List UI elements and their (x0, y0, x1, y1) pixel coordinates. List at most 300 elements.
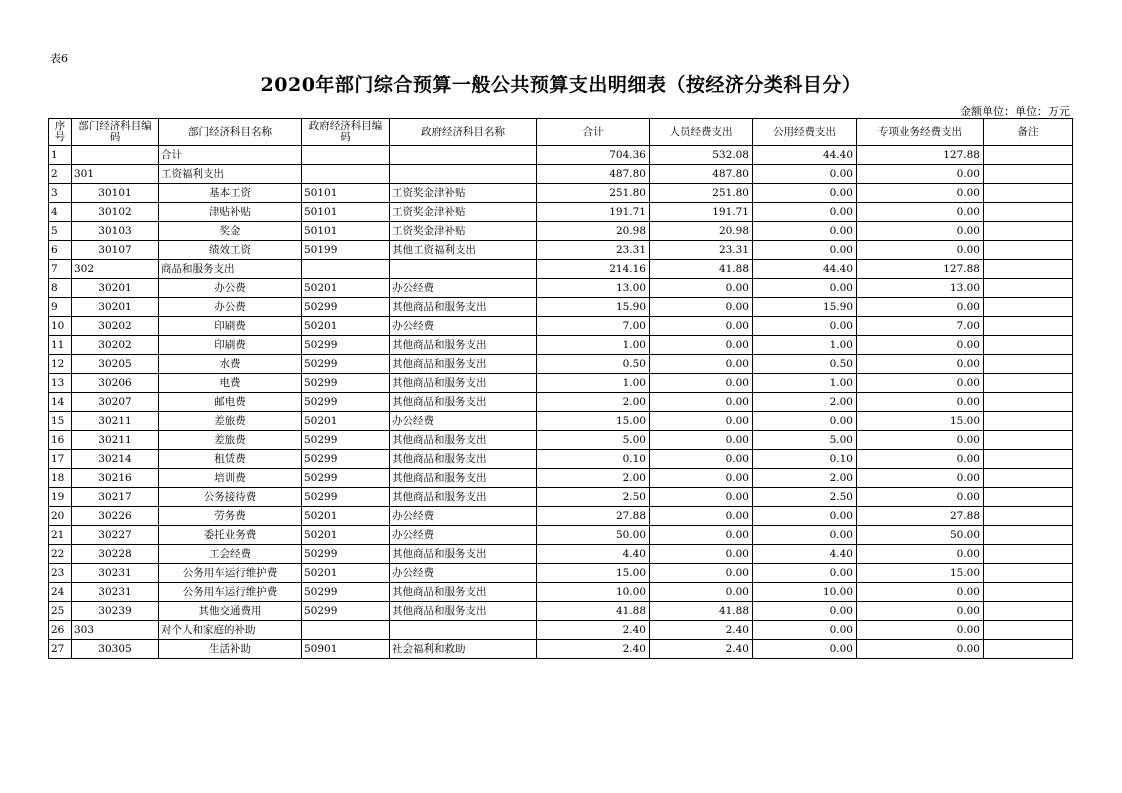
cell-personnel: 2.40 (650, 640, 753, 659)
cell-note (984, 431, 1073, 450)
cell-dept-name: 其他交通费用 (159, 602, 302, 621)
cell-idx: 14 (49, 393, 72, 412)
cell-dept-code: 30217 (72, 488, 159, 507)
cell-gov-code: 50201 (302, 507, 390, 526)
page-title: 2020年部门综合预算一般公共预算支出明细表（按经济分类科目分） (260, 74, 862, 96)
cell-note (984, 355, 1073, 374)
cell-note (984, 184, 1073, 203)
cell-note (984, 336, 1073, 355)
cell-personnel: 0.00 (650, 583, 753, 602)
table-row (49, 450, 1073, 469)
cell-dept-code: 30201 (72, 298, 159, 317)
cell-total: 7.00 (537, 317, 650, 336)
cell-idx: 5 (49, 222, 72, 241)
cell-dept-name: 差旅费 (159, 431, 302, 450)
cell-dept-name: 公务用车运行维护费 (159, 564, 302, 583)
cell-total: 20.98 (537, 222, 650, 241)
cell-note (984, 640, 1073, 659)
cell-special: 15.00 (857, 412, 984, 431)
cell-idx: 2 (49, 165, 72, 184)
cell-dept-name: 劳务费 (159, 507, 302, 526)
cell-gov-name: 其他商品和服务支出 (390, 298, 537, 317)
cell-dept-name: 水费 (159, 355, 302, 374)
cell-dept-name: 办公费 (159, 279, 302, 298)
cell-gov-name: 办公经费 (390, 412, 537, 431)
cell-public: 1.00 (753, 336, 857, 355)
cell-note (984, 279, 1073, 298)
cell-total: 15.00 (537, 564, 650, 583)
cell-special: 0.00 (857, 621, 984, 640)
cell-public: 0.00 (753, 279, 857, 298)
table-row (49, 241, 1073, 260)
cell-public: 10.00 (753, 583, 857, 602)
cell-gov-name: 其他商品和服务支出 (390, 450, 537, 469)
cell-dept-code: 30231 (72, 583, 159, 602)
cell-idx: 10 (49, 317, 72, 336)
cell-total: 15.90 (537, 298, 650, 317)
header-special: 专项业务经费支出 (857, 119, 984, 146)
cell-gov-name: 其他商品和服务支出 (390, 431, 537, 450)
cell-personnel: 0.00 (650, 507, 753, 526)
cell-dept-name: 津贴补贴 (159, 203, 302, 222)
cell-public: 0.00 (753, 526, 857, 545)
cell-gov-name (390, 260, 537, 279)
cell-public: 0.00 (753, 412, 857, 431)
cell-public: 44.40 (753, 260, 857, 279)
header-dept-code: 部门经济科目编码 (72, 119, 159, 146)
cell-dept-code: 30211 (72, 412, 159, 431)
cell-gov-code: 50101 (302, 203, 390, 222)
cell-dept-code: 30103 (72, 222, 159, 241)
cell-special: 127.88 (857, 260, 984, 279)
cell-public: 0.00 (753, 222, 857, 241)
cell-idx: 4 (49, 203, 72, 222)
cell-total: 41.88 (537, 602, 650, 621)
header-public: 公用经费支出 (753, 119, 857, 146)
table-row (49, 583, 1073, 602)
header-personnel: 人员经费支出 (650, 119, 753, 146)
cell-note (984, 298, 1073, 317)
cell-gov-code: 50299 (302, 431, 390, 450)
cell-note (984, 564, 1073, 583)
cell-gov-name: 其他商品和服务支出 (390, 393, 537, 412)
cell-personnel: 0.00 (650, 355, 753, 374)
cell-dept-name: 公务接待费 (159, 488, 302, 507)
cell-public: 0.00 (753, 203, 857, 222)
cell-gov-name (390, 146, 537, 165)
cell-dept-code: 30211 (72, 431, 159, 450)
cell-note (984, 526, 1073, 545)
cell-personnel: 23.31 (650, 241, 753, 260)
cell-total: 10.00 (537, 583, 650, 602)
cell-gov-name: 其他工资福利支出 (390, 241, 537, 260)
cell-note (984, 146, 1073, 165)
cell-gov-name: 其他商品和服务支出 (390, 469, 537, 488)
table-row (49, 374, 1073, 393)
table-row (49, 469, 1073, 488)
cell-special: 27.88 (857, 507, 984, 526)
cell-total: 487.80 (537, 165, 650, 184)
cell-gov-code: 50201 (302, 526, 390, 545)
cell-total: 2.40 (537, 640, 650, 659)
cell-total: 5.00 (537, 431, 650, 450)
cell-gov-name: 工资奖金津补贴 (390, 222, 537, 241)
cell-gov-name: 其他商品和服务支出 (390, 336, 537, 355)
cell-idx: 25 (49, 602, 72, 621)
cell-dept-code: 30305 (72, 640, 159, 659)
table-row (49, 621, 1073, 640)
cell-dept-code: 30101 (72, 184, 159, 203)
cell-special: 0.00 (857, 165, 984, 184)
cell-note (984, 450, 1073, 469)
cell-gov-code: 50299 (302, 545, 390, 564)
cell-gov-code: 50201 (302, 412, 390, 431)
table-row (49, 545, 1073, 564)
budget-table (48, 118, 1073, 659)
cell-note (984, 222, 1073, 241)
cell-special: 0.00 (857, 393, 984, 412)
table-row (49, 298, 1073, 317)
cell-dept-name: 差旅费 (159, 412, 302, 431)
cell-special: 13.00 (857, 279, 984, 298)
cell-gov-name: 其他商品和服务支出 (390, 355, 537, 374)
cell-gov-code: 50299 (302, 450, 390, 469)
table-row (49, 222, 1073, 241)
unit-label: 金额单位：单位：万元 (960, 105, 1070, 118)
cell-dept-code: 30207 (72, 393, 159, 412)
cell-dept-code: 30201 (72, 279, 159, 298)
cell-personnel: 0.00 (650, 412, 753, 431)
cell-dept-code: 30206 (72, 374, 159, 393)
cell-special: 0.00 (857, 602, 984, 621)
table-row (49, 640, 1073, 659)
cell-dept-name: 公务用车运行维护费 (159, 583, 302, 602)
header-total: 合计 (537, 119, 650, 146)
cell-dept-name: 电费 (159, 374, 302, 393)
table-row (49, 260, 1073, 279)
cell-special: 127.88 (857, 146, 984, 165)
cell-idx: 22 (49, 545, 72, 564)
cell-note (984, 545, 1073, 564)
cell-special: 50.00 (857, 526, 984, 545)
cell-special: 0.00 (857, 583, 984, 602)
cell-total: 704.36 (537, 146, 650, 165)
cell-gov-name: 办公经费 (390, 279, 537, 298)
cell-idx: 20 (49, 507, 72, 526)
cell-personnel: 191.71 (650, 203, 753, 222)
cell-special: 0.00 (857, 488, 984, 507)
cell-gov-name: 其他商品和服务支出 (390, 602, 537, 621)
table-row (49, 564, 1073, 583)
cell-idx: 8 (49, 279, 72, 298)
cell-idx: 27 (49, 640, 72, 659)
cell-gov-code (302, 260, 390, 279)
cell-personnel: 0.00 (650, 374, 753, 393)
cell-personnel: 532.08 (650, 146, 753, 165)
cell-personnel: 0.00 (650, 450, 753, 469)
cell-dept-name: 办公费 (159, 298, 302, 317)
cell-public: 15.90 (753, 298, 857, 317)
cell-special: 0.00 (857, 203, 984, 222)
cell-gov-code: 50201 (302, 279, 390, 298)
cell-idx: 26 (49, 621, 72, 640)
cell-note (984, 374, 1073, 393)
cell-personnel: 251.80 (650, 184, 753, 203)
cell-personnel: 0.00 (650, 431, 753, 450)
cell-public: 0.10 (753, 450, 857, 469)
cell-gov-code: 50299 (302, 602, 390, 621)
cell-gov-name (390, 621, 537, 640)
table-row (49, 393, 1073, 412)
cell-note (984, 241, 1073, 260)
cell-personnel: 0.00 (650, 564, 753, 583)
cell-total: 214.16 (537, 260, 650, 279)
cell-idx: 21 (49, 526, 72, 545)
table-row (49, 165, 1073, 184)
cell-note (984, 260, 1073, 279)
cell-public: 0.00 (753, 507, 857, 526)
table-row (49, 412, 1073, 431)
cell-note (984, 165, 1073, 184)
cell-dept-name: 印刷费 (159, 336, 302, 355)
cell-gov-code: 50201 (302, 564, 390, 583)
cell-gov-code: 50299 (302, 355, 390, 374)
table-row (49, 526, 1073, 545)
cell-dept-code: 30102 (72, 203, 159, 222)
cell-special: 0.00 (857, 374, 984, 393)
header-dept-name: 部门经济科目名称 (159, 119, 302, 146)
cell-gov-code: 50299 (302, 336, 390, 355)
cell-public: 2.00 (753, 393, 857, 412)
cell-dept-code: 30205 (72, 355, 159, 374)
cell-gov-code: 50299 (302, 374, 390, 393)
cell-idx: 15 (49, 412, 72, 431)
cell-special: 0.00 (857, 336, 984, 355)
cell-gov-code: 50299 (302, 488, 390, 507)
cell-gov-name: 社会福利和救助 (390, 640, 537, 659)
cell-total: 2.50 (537, 488, 650, 507)
cell-gov-name (390, 165, 537, 184)
table-tag: 表6 (50, 52, 68, 65)
cell-dept-name: 邮电费 (159, 393, 302, 412)
cell-gov-code: 50901 (302, 640, 390, 659)
cell-public: 1.00 (753, 374, 857, 393)
cell-total: 50.00 (537, 526, 650, 545)
cell-special: 0.00 (857, 545, 984, 564)
cell-note (984, 488, 1073, 507)
header-gov-code: 政府经济科目编码 (302, 119, 390, 146)
table-row (49, 317, 1073, 336)
cell-gov-name: 工资奖金津补贴 (390, 184, 537, 203)
cell-dept-name: 合计 (159, 146, 302, 165)
cell-public: 5.00 (753, 431, 857, 450)
cell-dept-name: 绩效工资 (159, 241, 302, 260)
cell-dept-name: 工资福利支出 (159, 165, 302, 184)
cell-idx: 16 (49, 431, 72, 450)
cell-total: 15.00 (537, 412, 650, 431)
cell-gov-name: 办公经费 (390, 317, 537, 336)
cell-special: 0.00 (857, 241, 984, 260)
table-row (49, 602, 1073, 621)
cell-total: 191.71 (537, 203, 650, 222)
cell-note (984, 412, 1073, 431)
header-note: 备注 (984, 119, 1073, 146)
cell-public: 0.00 (753, 184, 857, 203)
cell-dept-name: 奖金 (159, 222, 302, 241)
cell-personnel: 0.00 (650, 469, 753, 488)
cell-gov-name: 办公经费 (390, 526, 537, 545)
cell-idx: 13 (49, 374, 72, 393)
cell-gov-code: 50101 (302, 222, 390, 241)
cell-public: 0.00 (753, 602, 857, 621)
cell-public: 0.00 (753, 241, 857, 260)
cell-note (984, 393, 1073, 412)
cell-public: 44.40 (753, 146, 857, 165)
cell-total: 27.88 (537, 507, 650, 526)
cell-idx: 18 (49, 469, 72, 488)
cell-gov-name: 其他商品和服务支出 (390, 545, 537, 564)
cell-dept-code: 302 (72, 260, 159, 279)
cell-gov-name: 其他商品和服务支出 (390, 374, 537, 393)
cell-total: 2.40 (537, 621, 650, 640)
cell-personnel: 0.00 (650, 279, 753, 298)
table-row (49, 336, 1073, 355)
cell-idx: 12 (49, 355, 72, 374)
cell-dept-name: 租赁费 (159, 450, 302, 469)
header-idx: 序号 (49, 119, 72, 146)
cell-gov-code: 50299 (302, 583, 390, 602)
cell-gov-code: 50199 (302, 241, 390, 260)
table-header-row (49, 119, 1073, 146)
cell-note (984, 203, 1073, 222)
cell-personnel: 0.00 (650, 488, 753, 507)
cell-public: 4.40 (753, 545, 857, 564)
cell-idx: 9 (49, 298, 72, 317)
cell-personnel: 20.98 (650, 222, 753, 241)
cell-idx: 1 (49, 146, 72, 165)
cell-gov-name: 工资奖金津补贴 (390, 203, 537, 222)
cell-dept-name: 印刷费 (159, 317, 302, 336)
cell-special: 0.00 (857, 431, 984, 450)
cell-personnel: 41.88 (650, 602, 753, 621)
cell-public: 0.00 (753, 165, 857, 184)
cell-gov-name: 办公经费 (390, 564, 537, 583)
cell-gov-code: 50299 (302, 393, 390, 412)
cell-total: 1.00 (537, 336, 650, 355)
cell-idx: 24 (49, 583, 72, 602)
cell-personnel: 2.40 (650, 621, 753, 640)
cell-public: 2.50 (753, 488, 857, 507)
cell-personnel: 41.88 (650, 260, 753, 279)
cell-note (984, 583, 1073, 602)
cell-note (984, 621, 1073, 640)
cell-special: 0.00 (857, 469, 984, 488)
cell-public: 0.50 (753, 355, 857, 374)
cell-personnel: 0.00 (650, 393, 753, 412)
cell-personnel: 0.00 (650, 317, 753, 336)
cell-dept-code: 303 (72, 621, 159, 640)
cell-special: 15.00 (857, 564, 984, 583)
cell-dept-code: 30202 (72, 317, 159, 336)
cell-gov-name: 其他商品和服务支出 (390, 488, 537, 507)
cell-note (984, 507, 1073, 526)
cell-public: 2.00 (753, 469, 857, 488)
cell-dept-code: 30226 (72, 507, 159, 526)
cell-gov-code (302, 146, 390, 165)
cell-dept-code: 30214 (72, 450, 159, 469)
cell-total: 2.00 (537, 393, 650, 412)
cell-idx: 17 (49, 450, 72, 469)
cell-total: 0.50 (537, 355, 650, 374)
cell-dept-name: 对个人和家庭的补助 (159, 621, 302, 640)
cell-dept-code: 30227 (72, 526, 159, 545)
cell-personnel: 0.00 (650, 545, 753, 564)
cell-special: 0.00 (857, 355, 984, 374)
cell-special: 7.00 (857, 317, 984, 336)
cell-dept-name: 培训费 (159, 469, 302, 488)
cell-public: 0.00 (753, 621, 857, 640)
cell-total: 251.80 (537, 184, 650, 203)
cell-idx: 23 (49, 564, 72, 583)
cell-total: 0.10 (537, 450, 650, 469)
cell-special: 0.00 (857, 298, 984, 317)
cell-gov-name: 办公经费 (390, 507, 537, 526)
cell-dept-code: 30239 (72, 602, 159, 621)
cell-dept-name: 工会经费 (159, 545, 302, 564)
cell-gov-code: 50299 (302, 469, 390, 488)
table-row (49, 203, 1073, 222)
cell-idx: 3 (49, 184, 72, 203)
cell-gov-code (302, 165, 390, 184)
cell-dept-name: 商品和服务支出 (159, 260, 302, 279)
cell-idx: 7 (49, 260, 72, 279)
cell-special: 0.00 (857, 222, 984, 241)
cell-gov-code (302, 621, 390, 640)
cell-dept-name: 委托业务费 (159, 526, 302, 545)
cell-special: 0.00 (857, 450, 984, 469)
cell-gov-name: 其他商品和服务支出 (390, 583, 537, 602)
cell-note (984, 317, 1073, 336)
table-row (49, 431, 1073, 450)
cell-public: 0.00 (753, 564, 857, 583)
cell-gov-code: 50101 (302, 184, 390, 203)
cell-note (984, 469, 1073, 488)
cell-personnel: 0.00 (650, 298, 753, 317)
table-row (49, 488, 1073, 507)
cell-dept-code: 30107 (72, 241, 159, 260)
cell-special: 0.00 (857, 184, 984, 203)
cell-gov-code: 50299 (302, 298, 390, 317)
table-row (49, 279, 1073, 298)
cell-dept-name: 基本工资 (159, 184, 302, 203)
cell-dept-code (72, 146, 159, 165)
cell-dept-code: 30228 (72, 545, 159, 564)
cell-total: 4.40 (537, 545, 650, 564)
cell-dept-name: 生活补助 (159, 640, 302, 659)
cell-total: 13.00 (537, 279, 650, 298)
table-row (49, 355, 1073, 374)
cell-total: 23.31 (537, 241, 650, 260)
cell-idx: 11 (49, 336, 72, 355)
table-row (49, 507, 1073, 526)
cell-personnel: 0.00 (650, 336, 753, 355)
cell-gov-code: 50201 (302, 317, 390, 336)
cell-dept-code: 301 (72, 165, 159, 184)
table-row (49, 184, 1073, 203)
cell-total: 2.00 (537, 469, 650, 488)
header-gov-name: 政府经济科目名称 (390, 119, 537, 146)
cell-idx: 19 (49, 488, 72, 507)
